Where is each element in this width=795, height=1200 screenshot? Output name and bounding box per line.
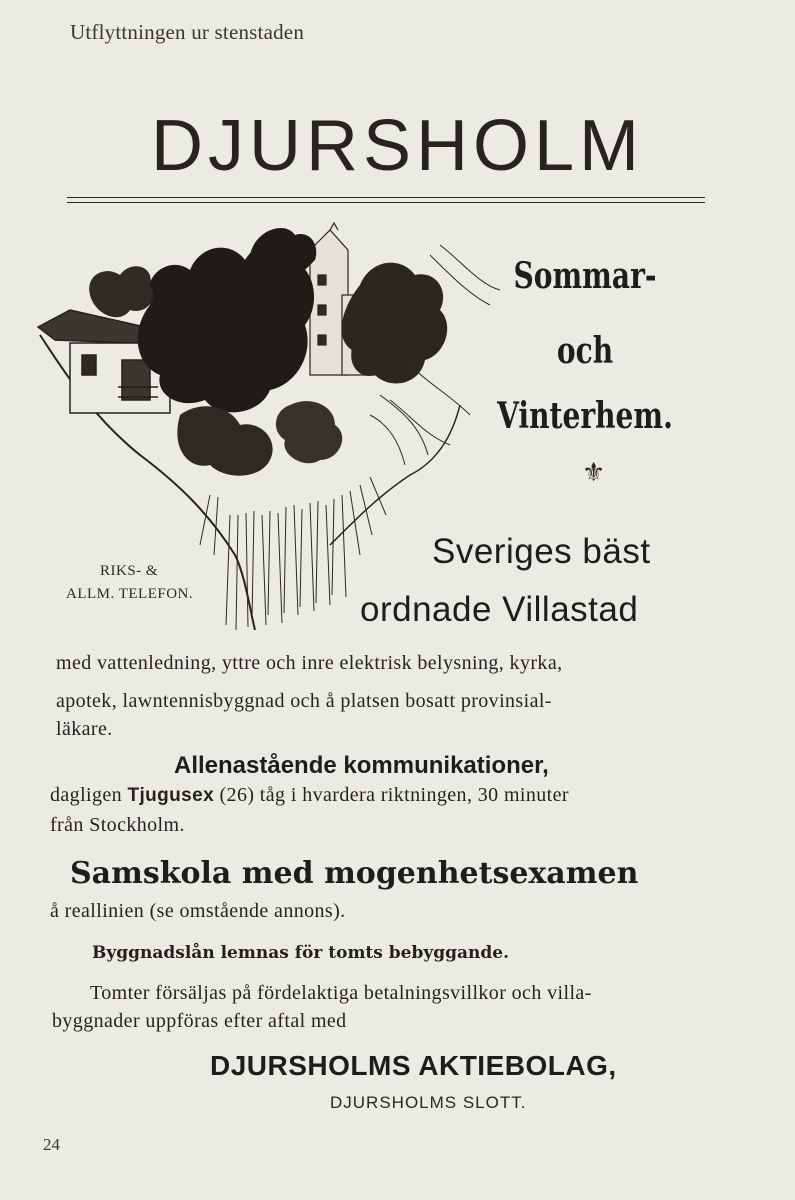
communications-suffix: (26) tåg i hvardera riktningen, 30 minuter [214,784,569,806]
phone-label-line-1: RIKS- & [100,563,159,579]
phone-label-line-2: ALLM. TELEFON. [66,586,194,602]
title-rule-top [67,197,705,198]
communications-line-1 [50,784,569,807]
tagline-line-3: Vinterhem. [497,395,673,437]
building-loans-notice: Byggnadslån lemnas för tomts bebyggande. [92,943,510,963]
communications-heading: Allenastående kommunikationer, [174,752,549,779]
headline-line-1: Sveriges bäst [432,532,651,571]
school-note: å reallinien (se omstående annons). [50,900,346,922]
communications-count: Tjugusex [127,785,215,806]
page-number: 24 [43,1135,60,1154]
fleur-de-lis-ornament-icon: ⚜ [582,458,606,487]
amenities-line-2: apotek, lawntennisbyggnad och å platsen bosatt provinsial- [56,690,552,712]
amenities-line-3: läkare. [56,718,113,740]
page-title: DJURSHOLM [150,106,645,186]
communications-prefix: dagligen [50,784,128,806]
running-head: Utflyttningen ur stenstaden [70,20,305,44]
plots-line-1: Tomter försäljas på fördelaktiga betalningsvillkor och villa- [90,982,592,1004]
tagline-line-1: Sommar- [513,255,657,297]
company-address: DJURSHOLMS SLOTT. [330,1093,527,1112]
communications-line-2: från Stockholm. [50,814,185,836]
school-heading: Samskola med mogenhetsexamen [70,856,639,891]
company-name: DJURSHOLMS AKTIEBOLAG, [210,1050,617,1081]
amenities-line-1: med vattenledning, yttre och inre elektrisk belysning, kyrka, [56,652,563,674]
headline-line-2: ordnade Villastad [360,590,639,629]
title-rule-bottom [67,202,705,203]
plots-line-2: byggnader uppföras efter aftal med [52,1010,347,1032]
tagline-line-2: och [556,330,614,372]
